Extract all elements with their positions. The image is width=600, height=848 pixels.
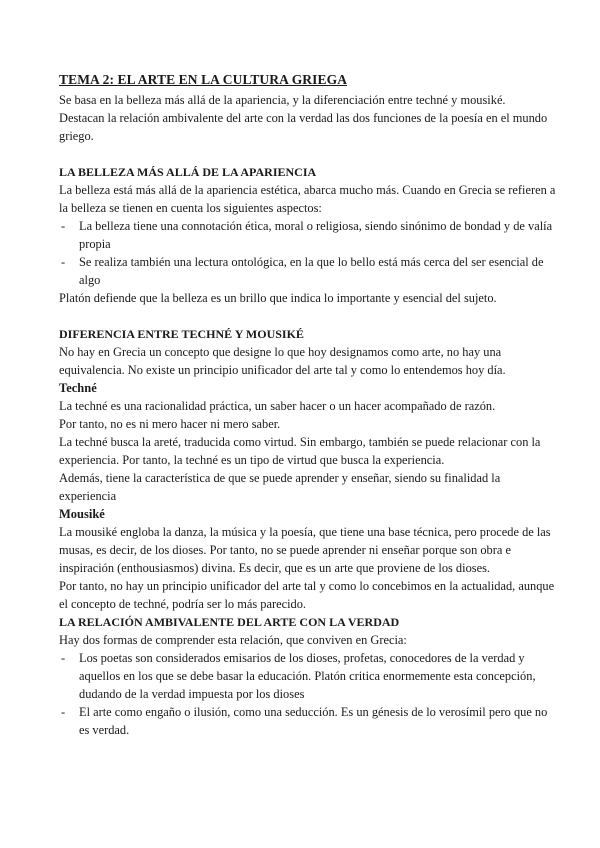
paragraph: Además, tiene la característica de que se puede aprender y enseñar, siendo su finalidad la experiencia [59,471,501,503]
section-heading-belleza: LA BELLEZA MÁS ALLÁ DE LA APARIENCIA [59,165,317,179]
paragraph: No hay en Grecia un concepto que designe lo que hoy designamos como arte, no hay una equivalencia. No existe un principio unificador del arte tal y como lo entendemos hoy día. [59,345,506,377]
spacer [59,145,559,163]
paragraph: Por tanto, no es ni mero hacer ni mero saber. [59,417,281,431]
paragraph: Por tanto, no hay un principio unificador del arte tal y como lo concebimos en la actualidad, aunque el concepto de techné, podría ser lo más parecido. [59,579,555,611]
bullet-list [59,649,559,739]
list-item: - La belleza tiene una connotación ética, moral o religiosa, siendo sinónimo de bondad y de valía propia [59,217,559,253]
list-item: - Se realiza también una lectura ontológica, en la que lo bello está más cerca del ser esencial de algo [59,253,559,289]
section-heading-diferencia: DIFERENCIA ENTRE TECHNÉ Y MOUSIKÉ [59,327,304,341]
intro-paragraph: Se basa en la belleza más allá de la apariencia, y la diferenciación entre techné y mousiké. [59,93,506,107]
subheading-techne: Techné [59,381,97,395]
paragraph: La techné busca la areté, traducida como virtud. Sin embargo, también se puede relacionar con la experiencia. Por tanto, la techné es un tipo de virtud que busca la experiencia. [59,435,541,467]
spacer [59,307,559,325]
document-page [59,72,559,739]
list-item: - El arte como engaño o ilusión, como una seducción. Es un génesis de lo verosímil pero que no es verdad. [59,703,559,739]
list-item: - Los poetas son considerados emisarios de los dioses, profetas, conocedores de la verdad y aquellos en los que se debe basar la educación. Platón critica enormemente esta concepción, dudando de la verdad impuesta por los dioses [59,649,559,703]
paragraph: Hay dos formas de comprender esta relación, que conviven en Grecia: [59,633,407,647]
bullet-list [59,217,559,289]
intro-paragraph: Destacan la relación ambivalente del arte con la verdad las dos funciones de la poesía en el mundo griego. [59,111,548,143]
subheading-mousike: Mousiké [59,507,105,521]
paragraph: La techné es una racionalidad práctica, un saber hacer o un hacer acompañado de razón. [59,399,496,413]
section-heading-relacion: LA RELACIÓN AMBIVALENTE DEL ARTE CON LA VERDAD [59,615,400,629]
paragraph: La belleza está más allá de la apariencia estética, abarca mucho más. Cuando en Grecia se refieren a la belleza se tienen en cuenta los siguientes aspectos: [59,183,556,215]
paragraph: La mousiké engloba la danza, la música y la poesía, que tiene una base técnica, pero procede de las musas, es decir, de los dioses. Por tanto, no se puede aprender ni enseñar porque son obra e inspiración (enthousiasmos) divina. Es decir, que es un arte que proviene de los dioses. [59,525,551,575]
paragraph: Platón defiende que la belleza es un brillo que indica lo importante y esencial del sujeto. [59,291,497,305]
page-title: TEMA 2: EL ARTE EN LA CULTURA GRIEGA [59,72,348,87]
